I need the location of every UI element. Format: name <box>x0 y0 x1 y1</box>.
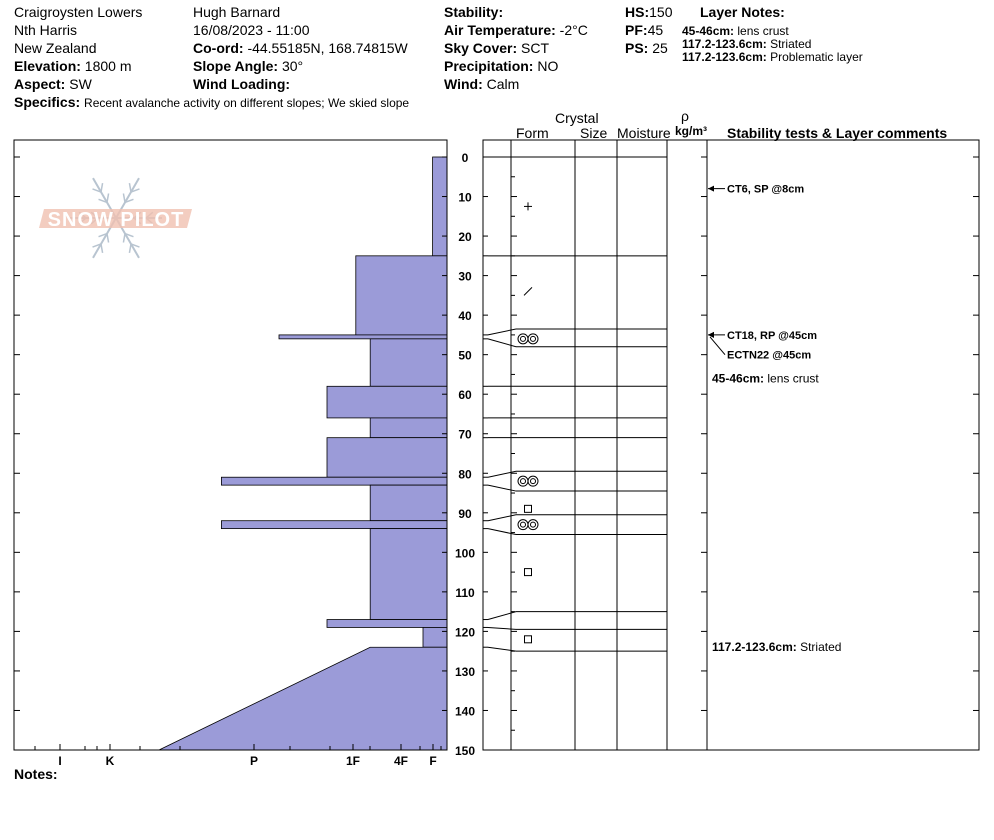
hardness-tick-label: I <box>58 754 62 768</box>
hardness-layer <box>221 477 447 485</box>
range-name: Nth Harris <box>14 22 78 38</box>
hardness-layer <box>327 620 447 628</box>
notes-label: Notes: <box>14 766 58 782</box>
layer-note-range: 117.2-123.6cm: <box>682 37 767 51</box>
snowflake-branch <box>129 244 131 253</box>
depth-tick-label: 70 <box>458 427 472 442</box>
rho-header: ρ <box>681 108 689 124</box>
hardness-layer <box>433 157 447 256</box>
aspect-value: SW <box>69 76 92 92</box>
pf-label: PF: <box>625 22 648 38</box>
precip-value: NO <box>537 58 559 74</box>
crystal-symbol-circle <box>518 520 528 530</box>
crystal-symbol-square <box>525 636 532 643</box>
snowflake-branch <box>129 183 131 192</box>
country-name: New Zealand <box>14 40 97 56</box>
wind-label: Wind: <box>444 76 483 92</box>
depth-tick-label: 150 <box>454 744 476 758</box>
layer-note-range: 45-46cm: <box>682 24 735 38</box>
sky-value: SCT <box>521 40 550 56</box>
crystal-symbol-circle <box>521 336 526 341</box>
crystal-symbol-circle <box>531 522 536 527</box>
table-frame <box>483 140 979 750</box>
depth-tick-label: 110 <box>455 585 475 600</box>
layer-connector <box>488 485 516 491</box>
wind-value: Calm <box>486 76 520 92</box>
crystal-symbol-circle <box>518 476 528 486</box>
chart-frames <box>14 140 979 750</box>
hardness-layer <box>370 339 447 386</box>
depth-tick-label: 90 <box>458 506 472 521</box>
snowflake-branch <box>107 234 109 243</box>
sky-label: Sky Cover: <box>444 40 518 56</box>
crystal-symbols <box>518 202 538 642</box>
crystal-symbol-circle <box>531 336 536 341</box>
layer-comment-note: Striated <box>800 640 842 655</box>
crystal-symbol-circle <box>528 476 538 486</box>
aspect-label: Aspect: <box>14 76 66 92</box>
layer-connector <box>488 329 516 335</box>
crystal-symbol-slash <box>524 287 532 295</box>
slope-value: 30° <box>281 58 304 74</box>
crystal-symbol-circle <box>518 334 528 344</box>
depth-tick-label: 30 <box>458 269 472 284</box>
logo-text: SNOW PILOT <box>47 209 185 231</box>
layer-note-text: lens crust <box>737 24 789 38</box>
layer-comment-note: lens crust <box>767 371 819 386</box>
depth-tick-label: 120 <box>454 625 476 640</box>
wind-loading-label: Wind Loading: <box>193 76 291 92</box>
layer-connector <box>488 339 516 347</box>
layer-connector <box>488 612 516 620</box>
stability-label: Stability: <box>444 4 504 20</box>
hardness-layer <box>279 335 447 339</box>
depth-tick-label: 100 <box>454 546 476 561</box>
stability-test-label: ECTN22 @45cm <box>727 349 812 362</box>
form-header: Form <box>516 125 549 141</box>
hs-value: 150 <box>649 4 673 20</box>
layer-comment-range: 117.2-123.6cm: <box>712 640 801 655</box>
depth-tick-label: 40 <box>458 309 472 324</box>
depth-tick-label: 60 <box>458 388 472 403</box>
crystal-symbol-circle <box>521 522 526 527</box>
ps-value: 25 <box>652 40 668 56</box>
depth-tick-label: 80 <box>458 467 472 482</box>
layer-connector <box>488 515 516 521</box>
layer-note-text: Striated <box>770 37 812 51</box>
layer-connector <box>488 627 516 629</box>
ps-label: PS: <box>625 40 649 56</box>
observer-name: Hugh Barnard <box>193 4 281 20</box>
location-name: Craigroysten Lowers <box>14 4 143 20</box>
depth-tick-label: 0 <box>461 151 469 165</box>
hardness-tick-label: F <box>429 754 437 768</box>
hardness-layer <box>221 521 447 529</box>
depth-tick-label: 20 <box>458 230 472 245</box>
snowflake-branch <box>123 194 125 203</box>
elevation-label: Elevation: <box>14 58 81 74</box>
crystal-symbol-circle <box>528 520 538 530</box>
moisture-header: Moisture <box>617 125 671 141</box>
hardness-profile <box>159 157 447 750</box>
snowflake-branch <box>123 234 125 243</box>
snowpilot-logo <box>39 178 192 258</box>
layer-connector <box>488 647 516 651</box>
stability-test-label: CT18, RP @45cm <box>727 329 818 342</box>
layer-comment <box>712 640 841 654</box>
crystal-symbol-circle <box>521 479 526 484</box>
specifics-label: Specifics: <box>14 94 81 110</box>
hardness-tick-label: P <box>249 754 259 768</box>
layer-comment-range: 45-46cm: <box>712 371 768 386</box>
snowflake-branch <box>107 194 109 203</box>
hs-label: HS: <box>625 4 650 20</box>
hardness-tick-label: 1F <box>345 754 361 768</box>
stability-comments-header: Stability tests & Layer comments <box>727 125 948 141</box>
depth-tick-label: 130 <box>454 664 476 679</box>
air-temp-label: Air Temperature: <box>444 22 556 38</box>
slope-label: Slope Angle: <box>193 58 279 74</box>
snowflake-branch <box>101 183 103 192</box>
crystal-symbol-square <box>525 569 532 576</box>
stability-test-arrowhead <box>708 186 714 192</box>
hardness-layer <box>423 627 447 647</box>
specifics-value: Recent avalanche activity on different slopes; We skied slope <box>84 96 410 110</box>
hardness-tick-label: K <box>105 754 115 768</box>
layer-comment <box>712 371 819 385</box>
coord-value: -44.55185N, 168.74815W <box>247 40 408 56</box>
depth-tick-label: 50 <box>458 348 472 363</box>
air-temp-value: -2°C <box>559 22 588 38</box>
crystal-symbol-circle <box>531 479 536 484</box>
depth-tick-label: 10 <box>458 190 472 205</box>
observation-datetime: 16/08/2023 - 11:00 <box>193 22 310 38</box>
stability-tests <box>708 184 841 655</box>
coord-label: Co-ord: <box>193 40 244 56</box>
depth-tick-label: 140 <box>454 704 476 719</box>
depth-axis <box>14 151 979 758</box>
stability-test-arrow <box>710 337 725 355</box>
hardness-layer <box>370 529 447 620</box>
hardness-tick-label: 4F <box>393 754 409 768</box>
stability-test-label: CT6, SP @8cm <box>727 183 805 196</box>
hardness-layer <box>370 485 447 521</box>
size-header: Size <box>580 125 608 141</box>
crystal-symbol-square <box>525 505 532 512</box>
layer-note-range: 117.2-123.6cm: <box>682 50 767 64</box>
elevation-value: 1800 m <box>84 58 132 74</box>
hardness-layer <box>327 438 447 478</box>
density-unit-header: kg/m³ <box>675 124 708 138</box>
hardness-layer <box>327 386 447 418</box>
stability-test-arrowhead <box>708 332 714 338</box>
layer-connector <box>488 471 516 477</box>
layer-notes-title: Layer Notes: <box>700 4 785 20</box>
crystal-symbol-circle <box>528 334 538 344</box>
pf-value: 45 <box>647 22 664 38</box>
crystal-header: Crystal <box>555 110 599 126</box>
snowflake-branch <box>101 244 103 253</box>
hardness-layer <box>356 256 447 335</box>
layer-note-text: Problematic layer <box>770 50 863 64</box>
hardness-layer <box>370 418 447 438</box>
layer-connector <box>488 529 516 535</box>
precip-label: Precipitation: <box>444 58 534 74</box>
hardness-layer <box>159 647 447 750</box>
